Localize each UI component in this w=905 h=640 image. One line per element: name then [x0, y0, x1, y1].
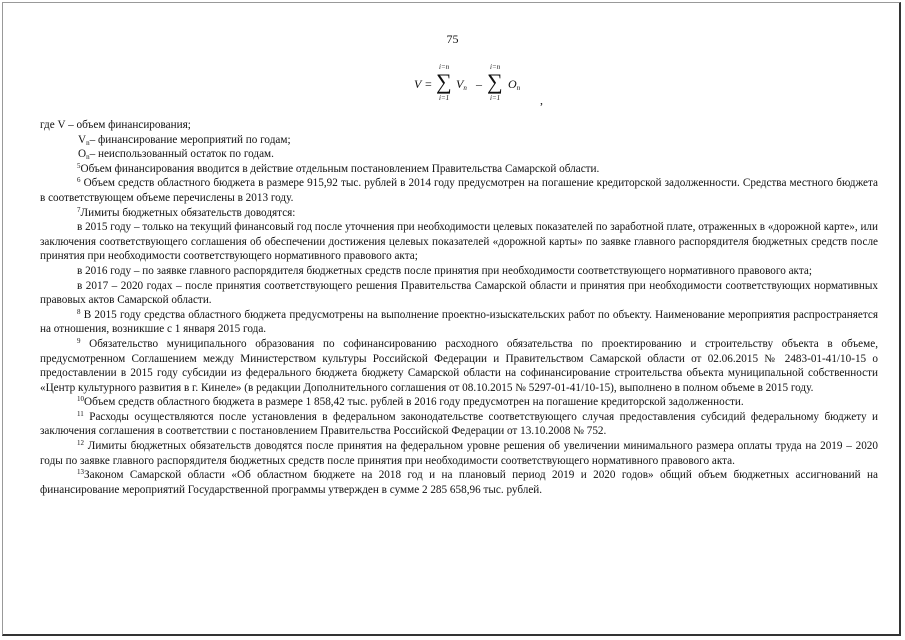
footnote-5: $^5$Объем финансирования вводится в действие отдельным постановлением Правительства Самарской области. — [77, 161, 600, 175]
footnote-10: $^{10}$Объем средств областного бюджета в размере 1 858,42 тыс. рублей в 2016 году предусмотрен на погашение кредиторской задолженности. — [77, 395, 744, 409]
footnote-12: $^{12}$ Лимиты бюджетных обязательств доводятся после принятия на федеральном уровне решения об увеличении минимального размера оплаты труда на 2019 – 2020 годы по заявке главного распорядителя бюджетных средств после принятия при необходимости соответствующего нормативного правового акта. — [40, 439, 878, 467]
formula-sum1-lower: i=1 — [439, 94, 450, 102]
page-number: 75 — [446, 32, 459, 46]
formula-sum2-upper: i=n — [490, 63, 501, 71]
formula-lhs: V — [414, 77, 422, 91]
footnote-7-item-2016: в 2016 году – по заявке главного распорядителя бюджетных средств после принятия при необходимости соответствующего нормативного правового акта; — [77, 264, 812, 277]
footnote-8: $^8$ В 2015 году средства областного бюджета предусмотрены на выполнение проектно-изыскательских работ по объекту. Наименование мероприятия распространяется на отношения, возникшие с 1 января 2015 года. — [40, 307, 878, 336]
formula-term1-sub: n — [463, 84, 467, 92]
footnote-7: $^7$Лимиты бюджетных обязательств доводятся: — [77, 205, 296, 219]
formula-minus: – — [476, 77, 482, 91]
formula-term1: $V_n$ — [456, 77, 467, 92]
financing-formula — [414, 65, 574, 109]
formula-comma: , — [540, 93, 543, 107]
formula-sum2-lower: i=1 — [490, 94, 501, 102]
definition-v: где V – объем финансирования; — [40, 119, 191, 131]
formula-sum1-upper: i=n — [439, 63, 450, 71]
footnote-7-item-2017-2020: в 2017 – 2020 годах – после принятия соответствующего решения Правительства Самарской области и принятия при необходимости соответствующих нормативных правовых актов Самарской области. — [40, 279, 878, 307]
formula-term2: $O_n$ — [508, 77, 521, 92]
formula-sum2-sigma-icon: ∑ — [487, 69, 503, 94]
formula-term2-sub: n — [516, 84, 521, 92]
footnote-7-item-2015: в 2015 году – только на текущий финансовый год после уточнения при необходимости целевых показателей по заработной плате, отраженных в «дорожной карте», или заключения соответствующего соглашения об обеспечении достижения целевых показателей «дорожной карты» по заявке главного распорядителя бюджетных средств после принятия при необходимости соответствующего нормативного правового акта; — [40, 221, 878, 263]
footnote-13: $^{13}$Законом Самарской области «Об областном бюджете на 2018 год и на плановый период 2019 и 2020 годов» общий объем бюджетных ассигнований на финансирование мероприятий Государственной программы утвержден в сумме 2 285 658,96 тыс. рублей. — [40, 468, 878, 496]
definition-on: $O_n-$ неиспользованный остаток по годам. — [78, 148, 274, 162]
formula-sum1-sigma-icon: ∑ — [436, 69, 452, 94]
footnote-6: $^6$ Объем средств областного бюджета в размере 915,92 тыс. рублей в 2014 году предусмотрен на погашение кредиторской задолженности. Средства местного бюджета в соответствующем объеме перечислены в 2013 году. — [40, 176, 878, 204]
definition-vn: $V_n-$ финансирование мероприятий по годам; — [78, 133, 291, 147]
footnote-9: $^9$ Обязательство муниципального образования по софинансированию расходного обязательства по проектированию и строительству объекта в объеме, предусмотренном Соглашением между Министерством культуры Российской Федерации и Правительством Самарской области от 02.06.2015 № 2483-01-41/10-15 о предоставлении в 2015 году субсидии из федерального бюджета бюджету Самарской области на софинансирование строительства объекта муниципальной собственности «Центр культурного развития в г. Кинеле» (в редакции Дополнительного соглашения от 08.10.2015 № 5297-01-41/10-15), выполнено в полном объеме в 2015 году. — [40, 336, 878, 394]
formula-equals: = — [425, 77, 432, 91]
footnote-11: $^{11}$ Расходы осуществляются после установления в федеральном законодательстве соответствующего случая предоставления субсидий федеральному бюджету и заключения соглашения в соответствии с постановлением Правительства Российской Федерации от 13.10.2008 № 752. — [40, 409, 878, 438]
footnotes-body — [40, 118, 878, 497]
